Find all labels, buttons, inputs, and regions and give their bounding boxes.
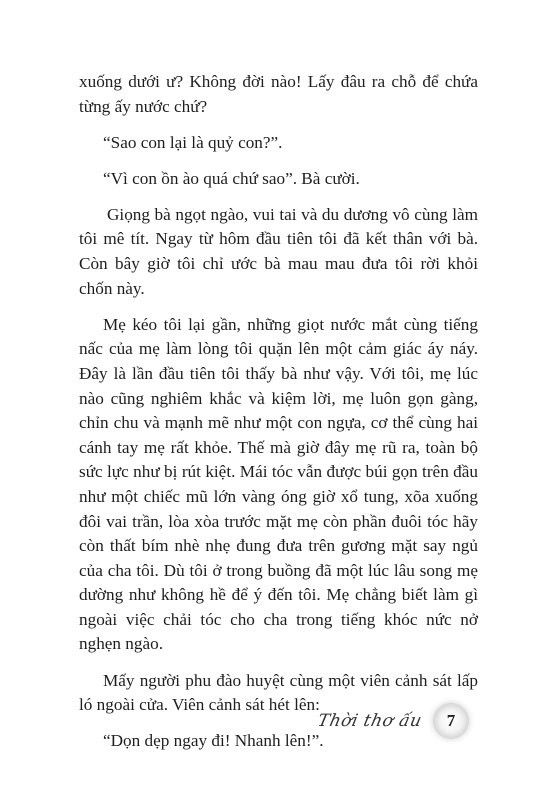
paragraph-mother: Mẹ kéo tôi lại gần, những giọt nước mắt cùng tiếng nấc của mẹ làm lòng tôi quặn lên một cảm giác áy náy. Đây là lần đầu tiên tôi thấy bà như vậy. Với tôi, mẹ lúc nào cũng nghiêm khắc và kiệm lời, mẹ luôn gọn gàng, chỉn chu và mạnh mẽ như một con ngựa, cơ thể cùng hai cánh tay mẹ rất khỏe. Thế mà giờ đây mẹ rũ ra, toàn bộ sức lực như bị rút kiệt. Mái tóc vẫn được búi gọn trên đầu như một chiếc mũ lớn vàng óng giờ xổ tung, xõa xuống đôi vai trần, lòa xòa trước mặt mẹ còn phần đuôi tóc hãy còn thất bím nhè nhẹ đung đưa trên gương mặt say ngủ của cha tôi. Dù tôi ở trong buồng đã một lúc lâu song mẹ dường như không hề để ý đến tôi. Mẹ chẳng biết làm gì ngoài việc chải tóc cho cha trong tiếng khóc nức nở nghẹn ngào. bbox=[79, 314, 478, 654]
page-number-badge bbox=[434, 704, 468, 738]
page-number: 7 bbox=[446, 711, 456, 730]
running-title: Thời thơ ấu bbox=[316, 711, 425, 731]
paragraph-dialogue-answer: “Vì con ồn ào quá chứ sao”. Bà cười. bbox=[103, 168, 360, 188]
paragraph-grandmother-voice: Giọng bà ngọt ngào, vui tai và du dương vô cùng làm tôi mê tít. Ngay từ hôm đầu tiên tôi đã kết thân với bà. Còn bây giờ tôi chỉ ước bà mau mau đưa tôi rời khỏi chốn này. bbox=[79, 204, 478, 298]
body-text bbox=[79, 70, 478, 765]
page-footer bbox=[318, 701, 468, 741]
paragraph-dialogue-question: “Sao con lại là quỷ con?”. bbox=[103, 132, 283, 152]
paragraph-continued: xuống dưới ư? Không đời nào! Lấy đâu ra chỗ để chứa từng ấy nước chứ? bbox=[79, 72, 478, 116]
paragraph-policeman-shout: “Dọn dẹp ngay đi! Nhanh lên!”. bbox=[103, 731, 324, 751]
paragraph-gravediggers: Mấy người phu đào huyệt cùng một viên cảnh sát lấp ló ngoài cửa. Viên cảnh sát hét lên: bbox=[79, 670, 478, 715]
